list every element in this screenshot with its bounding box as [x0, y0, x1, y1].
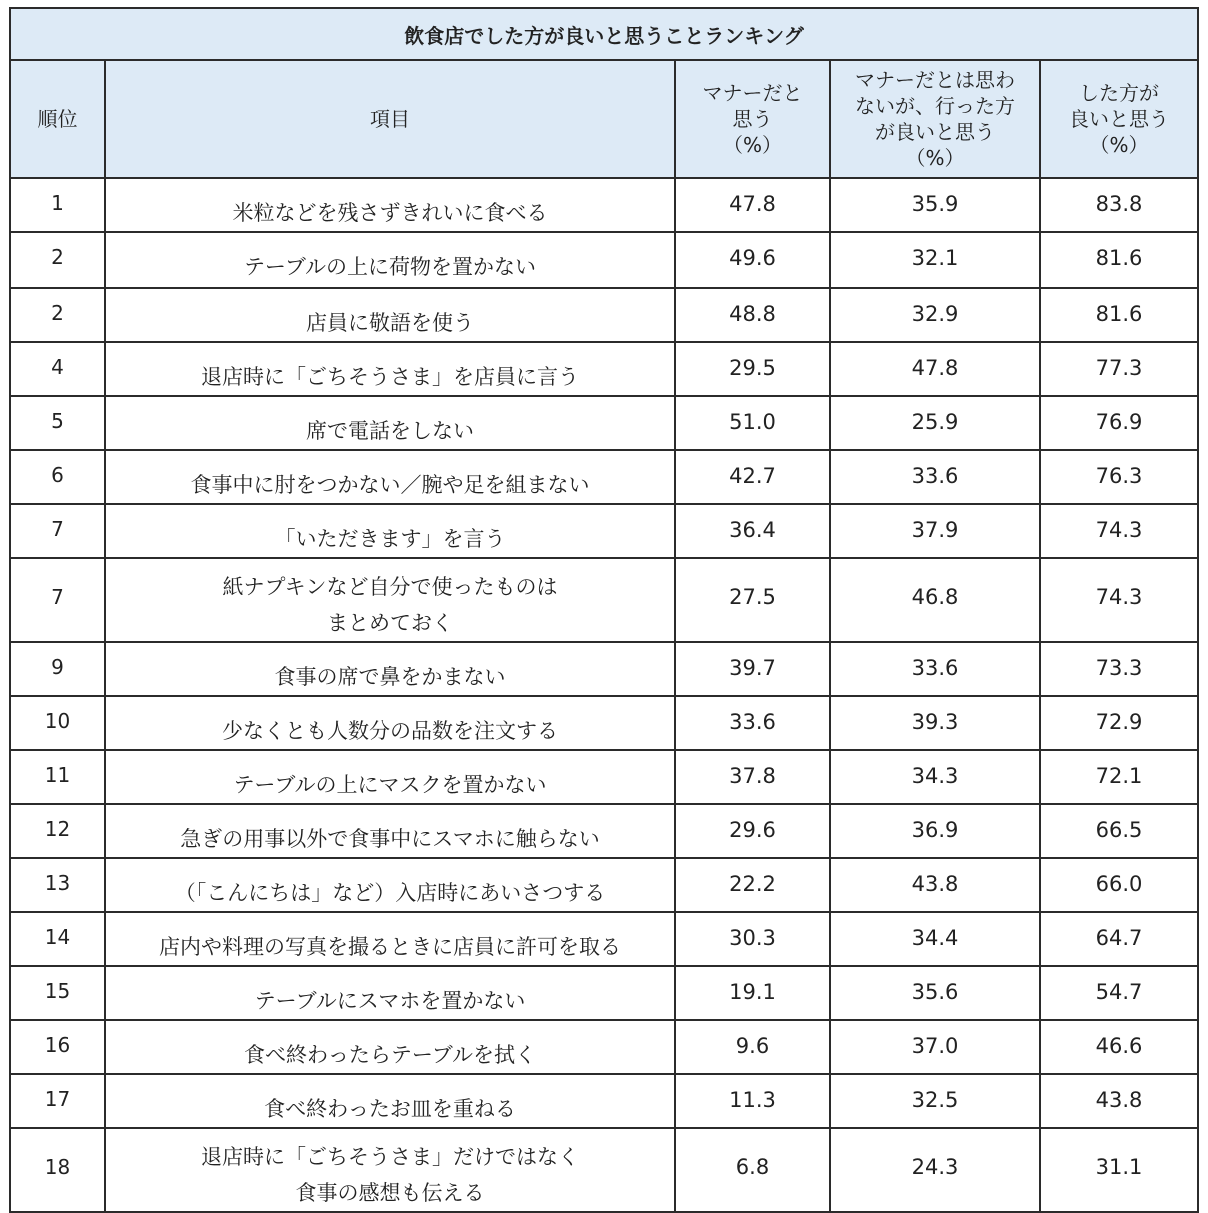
item-text: 店員に敬語を使う [306, 311, 474, 335]
total-cell: 43.8 [1040, 1074, 1198, 1128]
header-not-manner-line: マナーだとは思わ [855, 68, 1015, 92]
table-row [10, 342, 1198, 396]
ranking-table [9, 7, 1199, 1213]
header-row [10, 60, 1198, 178]
item-text: テーブルの上にマスクを置かない [233, 773, 547, 797]
manner-cell: 47.8 [675, 178, 830, 232]
item-cell [105, 450, 675, 504]
total-cell: 46.6 [1040, 1020, 1198, 1074]
table-row [10, 858, 1198, 912]
total-cell: 74.3 [1040, 558, 1198, 642]
total-cell: 81.6 [1040, 288, 1198, 342]
not-manner-cell: 36.9 [830, 804, 1040, 858]
item-text: 米粒などを残さずきれいに食べる [232, 201, 548, 225]
header-total-line: （%） [1089, 133, 1149, 157]
item-text: 退店時に「ごちそうさま」を店員に言う [201, 365, 579, 389]
rank-cell: 2 [10, 288, 105, 342]
rank-cell: 15 [10, 966, 105, 1020]
not-manner-cell: 32.1 [830, 232, 1040, 288]
manner-cell: 29.5 [675, 342, 830, 396]
header-manner-line: 思う [732, 107, 773, 131]
header-manner [675, 60, 830, 178]
item-text: （「こんにちは」など）入店時にあいさつする [174, 881, 606, 905]
rank-cell: 18 [10, 1128, 105, 1212]
rank-cell: 7 [10, 558, 105, 642]
table-row [10, 504, 1198, 558]
table-title: 飲食店でした方が良いと思うことランキング [10, 8, 1198, 60]
header-manner-line: マナーだと [702, 81, 803, 105]
not-manner-cell: 35.6 [830, 966, 1040, 1020]
item-cell [105, 1128, 675, 1212]
item-cell [105, 232, 675, 288]
manner-cell: 39.7 [675, 642, 830, 696]
not-manner-cell: 33.6 [830, 642, 1040, 696]
table-row [10, 912, 1198, 966]
rank-cell: 1 [10, 178, 105, 232]
item-cell [105, 804, 675, 858]
not-manner-cell: 43.8 [830, 858, 1040, 912]
total-cell: 74.3 [1040, 504, 1198, 558]
table-row [10, 232, 1198, 288]
manner-cell: 33.6 [675, 696, 830, 750]
header-not-manner-line: が良いと思う [875, 120, 995, 144]
rank-cell: 7 [10, 504, 105, 558]
table-row [10, 1074, 1198, 1128]
manner-cell: 6.8 [675, 1128, 830, 1212]
table-row [10, 804, 1198, 858]
rank-cell: 2 [10, 232, 105, 288]
total-cell: 76.3 [1040, 450, 1198, 504]
not-manner-cell: 39.3 [830, 696, 1040, 750]
manner-cell: 27.5 [675, 558, 830, 642]
manner-cell: 11.3 [675, 1074, 830, 1128]
rank-cell: 17 [10, 1074, 105, 1128]
rank-cell: 10 [10, 696, 105, 750]
not-manner-cell: 46.8 [830, 558, 1040, 642]
item-cell [105, 342, 675, 396]
not-manner-cell: 25.9 [830, 396, 1040, 450]
not-manner-cell: 32.9 [830, 288, 1040, 342]
total-cell: 72.1 [1040, 750, 1198, 804]
table-row [10, 396, 1198, 450]
not-manner-cell: 32.5 [830, 1074, 1040, 1128]
item-cell [105, 912, 675, 966]
manner-cell: 48.8 [675, 288, 830, 342]
item-text: テーブルにスマホを置かない [254, 989, 526, 1013]
table-row [10, 1128, 1198, 1212]
total-cell: 31.1 [1040, 1128, 1198, 1212]
table-row [10, 288, 1198, 342]
manner-cell: 29.6 [675, 804, 830, 858]
header-rank: 順位 [10, 60, 105, 178]
total-cell: 76.9 [1040, 396, 1198, 450]
item-cell [105, 966, 675, 1020]
total-cell: 66.5 [1040, 804, 1198, 858]
item-cell [105, 504, 675, 558]
item-text: 席で電話をしない [306, 419, 474, 443]
table-row [10, 750, 1198, 804]
header-total-line: 良いと思う [1069, 107, 1169, 131]
header-not-manner [830, 60, 1040, 178]
item-text: 「いただきます」を言う [274, 527, 506, 551]
table-row [10, 558, 1198, 642]
item-cell [105, 178, 675, 232]
total-cell: 77.3 [1040, 342, 1198, 396]
not-manner-cell: 47.8 [830, 342, 1040, 396]
total-cell: 83.8 [1040, 178, 1198, 232]
not-manner-cell: 35.9 [830, 178, 1040, 232]
total-cell: 73.3 [1040, 642, 1198, 696]
total-cell: 54.7 [1040, 966, 1198, 1020]
table-row [10, 642, 1198, 696]
table-body [10, 178, 1198, 1212]
item-cell [105, 750, 675, 804]
item-text: テーブルの上に荷物を置かない [243, 255, 537, 279]
not-manner-cell: 34.3 [830, 750, 1040, 804]
total-cell: 66.0 [1040, 858, 1198, 912]
item-cell [105, 1020, 675, 1074]
manner-cell: 49.6 [675, 232, 830, 288]
rank-cell: 6 [10, 450, 105, 504]
manner-cell: 36.4 [675, 504, 830, 558]
table-row [10, 450, 1198, 504]
rank-cell: 13 [10, 858, 105, 912]
header-item: 項目 [105, 60, 675, 178]
not-manner-cell: 37.0 [830, 1020, 1040, 1074]
not-manner-cell: 34.4 [830, 912, 1040, 966]
manner-cell: 22.2 [675, 858, 830, 912]
table-row [10, 696, 1198, 750]
item-cell [105, 642, 675, 696]
ranking-table-container [9, 7, 1197, 1213]
manner-cell: 37.8 [675, 750, 830, 804]
item-cell [105, 558, 675, 642]
item-cell [105, 1074, 675, 1128]
item-cell [105, 858, 675, 912]
table-row [10, 1020, 1198, 1074]
manner-cell: 30.3 [675, 912, 830, 966]
header-total-line: した方が [1079, 81, 1159, 105]
rank-cell: 16 [10, 1020, 105, 1074]
total-cell: 64.7 [1040, 912, 1198, 966]
table-row [10, 966, 1198, 1020]
manner-cell: 42.7 [675, 450, 830, 504]
rank-cell: 9 [10, 642, 105, 696]
rank-cell: 5 [10, 396, 105, 450]
item-text: 食事の感想も伝える [295, 1181, 485, 1205]
manner-cell: 19.1 [675, 966, 830, 1020]
header-manner-line: （%） [722, 133, 782, 157]
item-text: まとめておく [327, 611, 453, 635]
not-manner-cell: 37.9 [830, 504, 1040, 558]
item-text: 店内や料理の写真を撮るときに店員に許可を取る [159, 935, 621, 959]
item-text: 食事中に肘をつかない／腕や足を組まない [190, 473, 590, 497]
rank-cell: 14 [10, 912, 105, 966]
header-not-manner-line: （%） [905, 146, 965, 170]
rank-cell: 11 [10, 750, 105, 804]
total-cell: 81.6 [1040, 232, 1198, 288]
item-cell [105, 696, 675, 750]
table-row [10, 178, 1198, 232]
item-text: 急ぎの用事以外で食事中にスマホに触らない [180, 827, 600, 851]
item-text: 退店時に「ごちそうさま」だけではなく [201, 1145, 579, 1169]
item-text: 食事の席で鼻をかまない [274, 665, 506, 689]
item-text: 食べ終わったお皿を重ねる [264, 1097, 516, 1121]
item-text: 紙ナプキンなど自分で使ったものは [222, 575, 558, 599]
manner-cell: 51.0 [675, 396, 830, 450]
total-cell: 72.9 [1040, 696, 1198, 750]
not-manner-cell: 24.3 [830, 1128, 1040, 1212]
rank-cell: 4 [10, 342, 105, 396]
header-not-manner-line: ないが、行った方 [855, 94, 1015, 118]
item-cell [105, 288, 675, 342]
item-text: 少なくとも人数分の品数を注文する [222, 719, 558, 743]
item-text: 食べ終わったらテーブルを拭く [244, 1043, 536, 1067]
not-manner-cell: 33.6 [830, 450, 1040, 504]
header-total [1040, 60, 1198, 178]
item-cell [105, 396, 675, 450]
manner-cell: 9.6 [675, 1020, 830, 1074]
rank-cell: 12 [10, 804, 105, 858]
